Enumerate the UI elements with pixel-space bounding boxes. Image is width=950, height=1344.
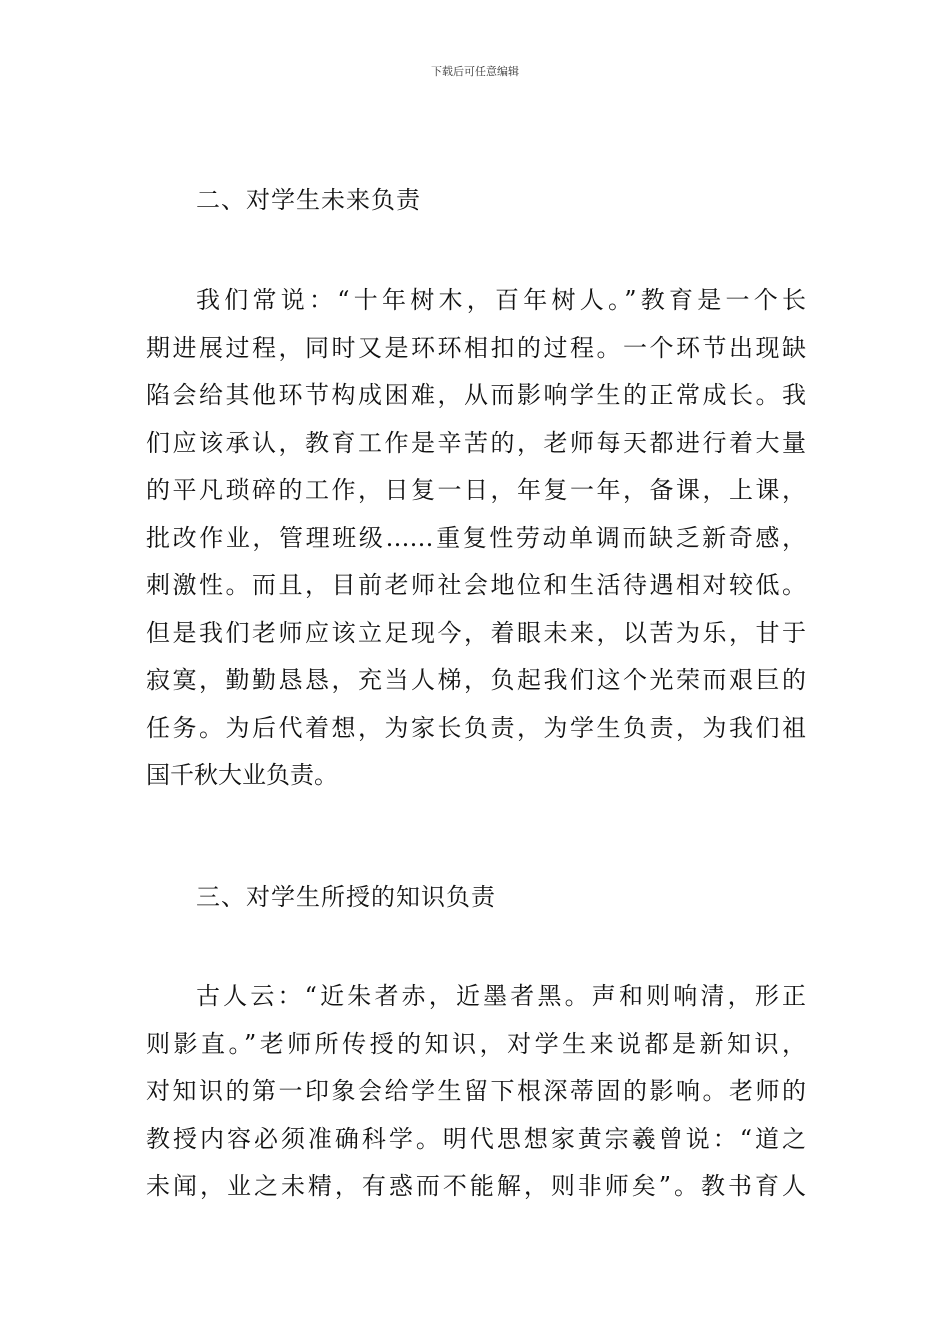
paragraph-line: 的平凡琐碎的工作，日复一日，年复一年，备课，上课， xyxy=(146,476,806,504)
paragraph-line: 我们常说：“十年树木，百年树人。”教育是一个长 xyxy=(196,286,806,314)
paragraph-line: 陷会给其他环节构成困难，从而影响学生的正常成长。我 xyxy=(146,381,806,409)
paragraph-line: 国千秋大业负责。 xyxy=(146,761,338,789)
paragraph-line: 任务。为后代着想，为家长负责，为学生负责，为我们祖 xyxy=(146,713,806,742)
paragraph-line: 古人云：“近朱者赤，近墨者黑。声和则响清，形正 xyxy=(196,982,806,1010)
paragraph-future xyxy=(146,277,806,800)
section-heading-future: 二、对学生未来负责 xyxy=(196,186,421,214)
paragraph-line: 教授内容必须准确科学。明代思想家黄宗羲曾说：“道之 xyxy=(146,1124,806,1153)
paragraph-line: 刺激性。而且，目前老师社会地位和生活待遇相对较低。 xyxy=(146,571,806,599)
paragraph-line: 但是我们老师应该立足现今，着眼未来，以苦为乐，甘于 xyxy=(146,618,806,647)
paragraph-knowledge xyxy=(146,973,806,1211)
page-header: 下载后可任意编辑 xyxy=(431,65,519,78)
paragraph-line: 对知识的第一印象会给学生留下根深蒂固的影响。老师的 xyxy=(146,1077,806,1105)
paragraph-line: 寂寞，勤勤恳恳，充当人梯，负起我们这个光荣而艰巨的 xyxy=(146,666,806,694)
paragraph-line: 期进展过程，同时又是环环相扣的过程。一个环节出现缺 xyxy=(146,333,806,362)
paragraph-line: 未闻，业之未精，有惑而不能解，则非师矣”。教书育人 xyxy=(146,1172,806,1200)
section-heading-knowledge: 三、对学生所授的知识负责 xyxy=(196,883,496,911)
paragraph-line: 批改作业，管理班级……重复性劳动单调而缺乏新奇感， xyxy=(146,523,806,552)
paragraph-line: 则影直。”老师所传授的知识，对学生来说都是新知识， xyxy=(146,1029,806,1058)
paragraph-line: 们应该承认，教育工作是辛苦的，老师每天都进行着大量 xyxy=(146,428,806,457)
